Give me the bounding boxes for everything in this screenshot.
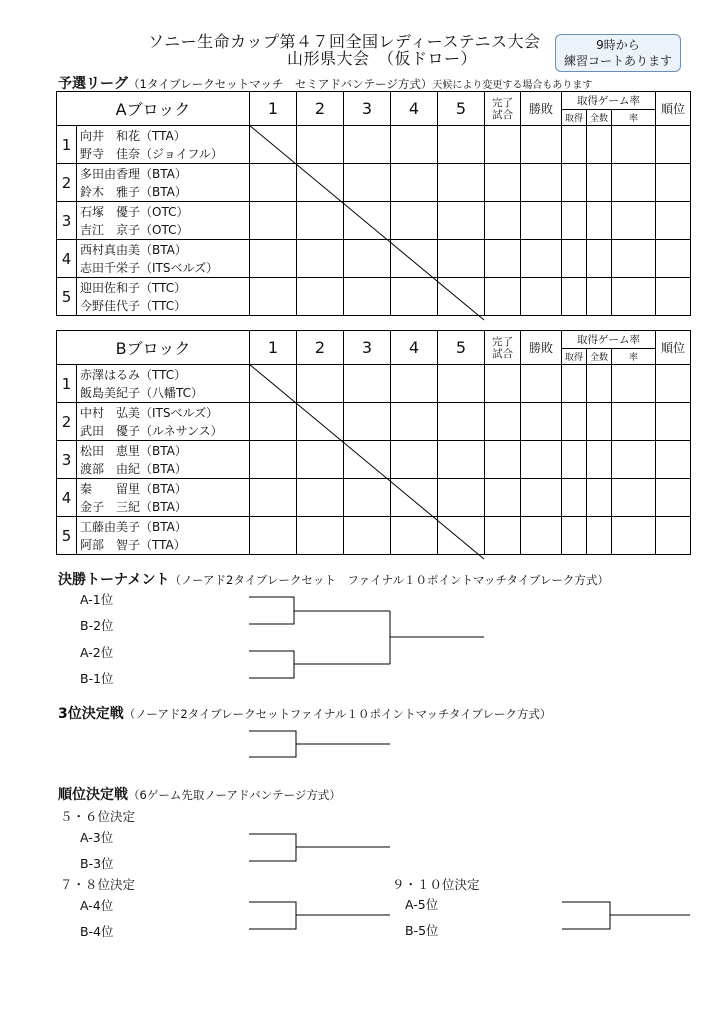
weather-note: 天候により変更する場合もあります xyxy=(432,80,593,91)
row-number: 2 xyxy=(57,164,77,202)
place-7-8-bracket xyxy=(249,902,390,929)
total-header: 全数 xyxy=(587,349,612,365)
pair-names: 石塚 優子（OTC） 吉江 京子（OTC） xyxy=(77,202,250,240)
row-number: 1 xyxy=(57,126,77,164)
league-title: 予選リーグ xyxy=(58,76,128,92)
games-rate-header: 取得ゲーム率 xyxy=(562,331,656,349)
seed-label: A-1位 xyxy=(80,592,114,607)
pair-names: 松田 恵里（BTA） 渡部 由紀（BTA） xyxy=(77,441,250,479)
rank-header: 順位 xyxy=(656,92,691,126)
block-b-diagonal xyxy=(249,364,484,559)
practice-note-line1: 9時から xyxy=(596,38,640,52)
third-place-bracket xyxy=(249,731,390,757)
col-header: 2 xyxy=(297,92,344,126)
seed-label: B-2位 xyxy=(80,618,114,633)
seed-label: B-3位 xyxy=(80,856,114,871)
complete-header: 完了 試合 xyxy=(485,92,521,126)
seed-label: B-5位 xyxy=(405,923,439,938)
won-header: 取得 xyxy=(562,110,587,126)
row-number: 3 xyxy=(57,441,77,479)
tournament-subtitle: 山形県大会 （仮ドロー） xyxy=(287,49,478,68)
final-heading xyxy=(58,569,609,589)
col-header: 5 xyxy=(438,92,485,126)
block-name: Bブロック xyxy=(57,331,250,365)
col-header: 4 xyxy=(391,92,438,126)
seed-label: A-3位 xyxy=(80,830,114,845)
pair-names: 多田由香理（BTA） 鈴木 雅子（BTA） xyxy=(77,164,250,202)
row-number: 1 xyxy=(57,365,77,403)
block-a-diagonal xyxy=(249,125,484,320)
place-9-10-bracket xyxy=(562,902,690,929)
placement-heading xyxy=(58,784,341,804)
row-number: 5 xyxy=(57,517,77,555)
seed-label: B-1位 xyxy=(80,671,114,686)
pair-names: 秦 留里（BTA） 金子 三紀（BTA） xyxy=(77,479,250,517)
games-rate-header: 取得ゲーム率 xyxy=(562,92,656,110)
pair-names: 西村真由美（BTA） 志田千栄子（ITSベルズ） xyxy=(77,240,250,278)
row-number: 4 xyxy=(57,479,77,517)
col-header: 2 xyxy=(297,331,344,365)
final-format: （ノーアド2タイブレークセット ファイナル１０ポイントマッチタイブレーク方式） xyxy=(169,573,609,587)
placement-format: （6ゲーム先取ノーアドバンテージ方式） xyxy=(128,788,341,802)
pair-names: 中村 弘美（ITSベルズ） 武田 優子（ルネサンス） xyxy=(77,403,250,441)
row-number: 5 xyxy=(57,278,77,316)
col-header: 4 xyxy=(391,331,438,365)
seed-label: A-2位 xyxy=(80,645,114,660)
group-title: ９・１０位決定 xyxy=(392,877,480,892)
won-header: 取得 xyxy=(562,349,587,365)
pair-names: 赤澤はるみ（TTC） 飯島美紀子（八幡TC） xyxy=(77,365,250,403)
pair-names: 工藤由美子（BTA） 阿部 智子（TTA） xyxy=(77,517,250,555)
placement-title: 順位決定戦 xyxy=(58,787,128,803)
col-header: 1 xyxy=(250,92,297,126)
rate-header: 率 xyxy=(612,110,656,126)
group-title: ７・８位決定 xyxy=(60,877,136,892)
seed-label: A-5位 xyxy=(405,897,439,912)
seed-label: B-4位 xyxy=(80,924,114,939)
row-number: 2 xyxy=(57,403,77,441)
place-5-6-bracket xyxy=(249,834,390,861)
row-number: 4 xyxy=(57,240,77,278)
third-title: 3位決定戦 xyxy=(58,706,124,722)
group-title: ５・６位決定 xyxy=(60,809,136,824)
tournament-title: ソニー生命カップ第４７回全国レディーステニス大会 xyxy=(148,32,541,51)
pair-names: 迎田佐和子（TTC） 今野佳代子（TTC） xyxy=(77,278,250,316)
seed-label: A-4位 xyxy=(80,898,114,913)
col-header: 1 xyxy=(250,331,297,365)
final-bracket xyxy=(249,597,484,678)
col-header: 5 xyxy=(438,331,485,365)
block-name: Aブロック xyxy=(57,92,250,126)
winloss-header: 勝敗 xyxy=(521,92,562,126)
final-title: 決勝トーナメント xyxy=(58,572,170,588)
total-header: 全数 xyxy=(587,110,612,126)
pair-names: 向井 和花（TTA） 野寺 佳奈（ジョイフル） xyxy=(77,126,250,164)
league-format: （1タイブレークセットマッチ セミアドバンテージ方式） xyxy=(128,77,433,91)
winloss-header: 勝敗 xyxy=(521,331,562,365)
row-number: 3 xyxy=(57,202,77,240)
third-heading xyxy=(58,703,551,723)
complete-header: 完了 試合 xyxy=(485,331,521,365)
col-header: 3 xyxy=(344,92,391,126)
third-format: （ノーアド2タイブレークセットファイナル１０ポイントマッチタイブレーク方式） xyxy=(123,707,552,721)
practice-note-line2: 練習コートあります xyxy=(563,54,672,68)
rank-header: 順位 xyxy=(656,331,691,365)
rate-header: 率 xyxy=(612,349,656,365)
col-header: 3 xyxy=(344,331,391,365)
